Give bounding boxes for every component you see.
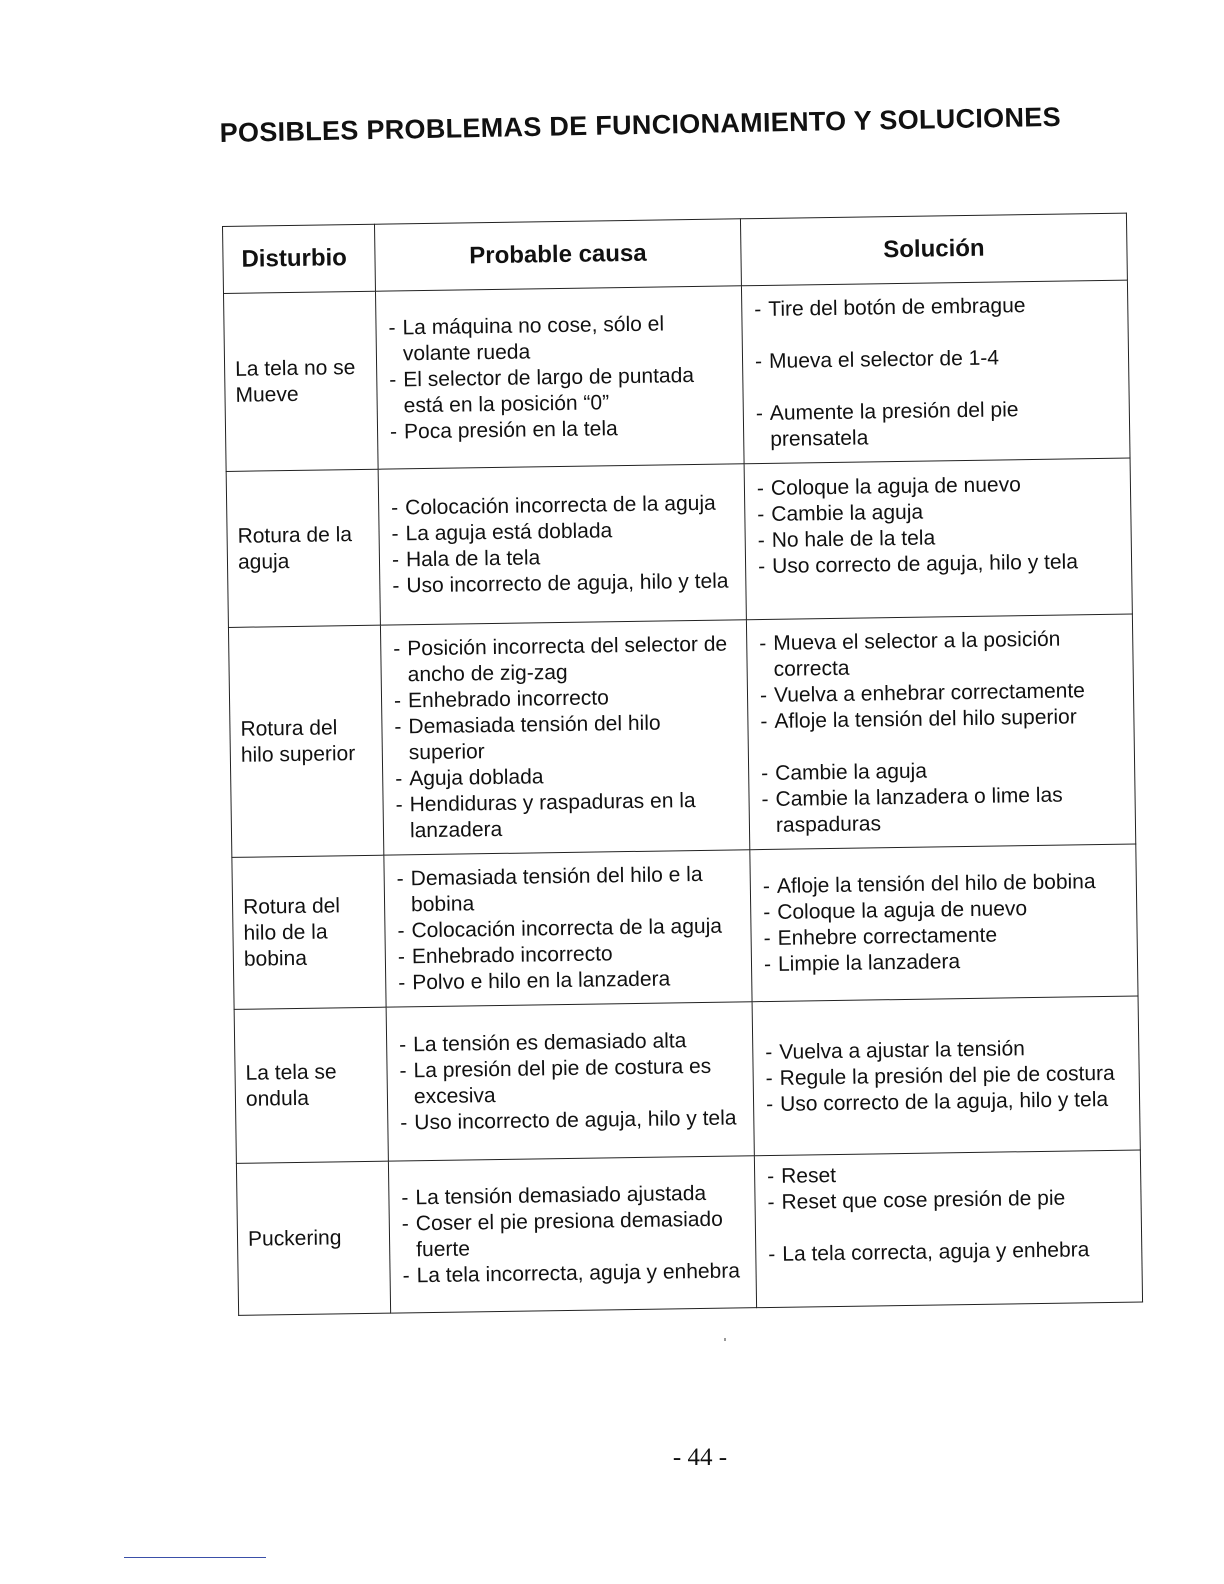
disturbio-cell: Rotura del hilo superior xyxy=(228,625,383,857)
table-row xyxy=(226,458,1132,627)
causa-cell xyxy=(375,286,744,469)
causa-cell xyxy=(380,620,749,855)
causa-item: - Poca presión en la tela xyxy=(388,414,733,445)
solucion-item: - Regule la presión del pie de costura xyxy=(764,1060,1129,1091)
solucion-item: - Mueva el selector a la posición correcta xyxy=(757,625,1123,682)
causa-item: - Demasiada tensión del hilo superior xyxy=(392,709,738,766)
causa-item: - Colocación incorrecta de la aguja xyxy=(389,490,734,521)
table-row xyxy=(234,996,1140,1163)
solucion-item: - La tela correcta, aguja y enhebra xyxy=(766,1237,1131,1268)
solucion-cell xyxy=(752,996,1140,1156)
solucion-item: - Mueva el selector de 1-4 xyxy=(753,343,1118,374)
causa-cell xyxy=(378,464,746,625)
solucion-item: - Uso correcto de aguja, hilo y tela xyxy=(756,549,1121,580)
solucion-item: - Vuelva a ajustar la tensión xyxy=(763,1034,1128,1065)
solucion-item: - Uso correcto de la aguja, hilo y tela xyxy=(764,1086,1129,1117)
causa-item: - Uso incorrecto de aguja, hilo y tela xyxy=(390,568,735,599)
causa-item: - Hala de la tela xyxy=(390,542,735,573)
solucion-item: - Reset que cose presión de pie xyxy=(765,1185,1130,1216)
header-disturbio: Disturbio xyxy=(223,224,376,293)
causa-item: - Posición incorrecta del selector de ancho de zig-zag xyxy=(391,631,737,688)
solucion-item: - Coloque la aguja de nuevo xyxy=(755,471,1120,502)
causa-cell xyxy=(384,850,752,1007)
solucion-item: - Cambie la aguja xyxy=(755,497,1120,528)
disturbio-cell: Rotura de la aguja xyxy=(226,469,380,627)
disturbio-cell: Rotura del hilo de la bobina xyxy=(232,855,386,1009)
page-title: POSIBLES PROBLEMAS DE FUNCIONAMIENTO Y SOLUCIONES xyxy=(219,101,1062,149)
table-row xyxy=(236,1150,1142,1315)
troubleshooting-table-wrapper xyxy=(222,213,1142,1316)
solucion-cell xyxy=(741,280,1130,464)
solucion-item: - Limpie la lanzadera xyxy=(762,946,1127,977)
table-row xyxy=(228,614,1135,857)
solucion-item: - Vuelva a enhebrar correctamente xyxy=(758,677,1123,708)
solucion-item: - Reset xyxy=(765,1159,1130,1190)
causa-cell xyxy=(386,1002,754,1161)
solucion-item: - No hale de la tela xyxy=(756,523,1121,554)
causa-item: - Colocación incorrecta de la aguja xyxy=(395,913,740,944)
causa-item: - Aguja doblada xyxy=(393,761,738,792)
page-number: - 44 - xyxy=(672,1444,728,1471)
causa-item: - La presión del pie de costura es excesiva xyxy=(397,1053,743,1110)
table-row xyxy=(224,280,1131,471)
solucion-cell xyxy=(744,458,1132,620)
solucion-cell xyxy=(746,614,1135,850)
causa-item: - La aguja está doblada xyxy=(389,516,734,547)
disturbio-cell: La tela no se Mueve xyxy=(224,291,379,471)
disturbio-cell: Puckering xyxy=(236,1161,390,1315)
causa-item: - Polvo e hilo en la lanzadera xyxy=(396,965,741,996)
header-probable-causa: Probable causa xyxy=(374,219,741,291)
solucion-cell xyxy=(754,1150,1142,1308)
causa-item: - La tensión demasiado ajustada xyxy=(399,1180,744,1211)
table-row xyxy=(232,844,1138,1009)
causa-cell xyxy=(388,1156,756,1313)
solucion-item: - Cambie la aguja xyxy=(759,755,1124,786)
causa-item: - La tensión es demasiado alta xyxy=(397,1027,742,1058)
causa-item: - Hendiduras y raspaduras en la lanzadera xyxy=(393,787,739,844)
solucion-item: - Aumente la presión del pie prensatela xyxy=(754,395,1120,452)
solucion-item: - Enhebre correctamente xyxy=(761,920,1126,951)
solucion-item: - Coloque la aguja de nuevo xyxy=(761,894,1126,925)
causa-item: - La máquina no cose, sólo el volante rueda xyxy=(386,310,732,367)
causa-item: - Enhebrado incorrecto xyxy=(392,683,737,714)
causa-item: - Enhebrado incorrecto xyxy=(396,939,741,970)
solucion-item: - Afloje la tensión del hilo de bobina xyxy=(761,868,1126,899)
scan-speck xyxy=(724,1338,726,1341)
causa-item: - Uso incorrecto de aguja, hilo y tela xyxy=(398,1105,743,1136)
solucion-item: - Cambie la lanzadera o lime las raspaduras xyxy=(759,781,1125,838)
troubleshooting-table xyxy=(222,213,1143,1316)
causa-item: - La tela incorrecta, aguja y enhebra xyxy=(400,1258,745,1289)
footer-rule xyxy=(124,1557,266,1558)
disturbio-cell: La tela se ondula xyxy=(234,1007,388,1163)
solucion-item: - Afloje la tensión del hilo superior xyxy=(758,703,1123,734)
causa-item: - Coser el pie presiona demasiado fuerte xyxy=(400,1206,746,1263)
solucion-cell xyxy=(750,844,1138,1002)
causa-item: - El selector de largo de puntada está en la posición “0” xyxy=(387,362,733,419)
causa-item: - Demasiada tensión del hilo e la bobina xyxy=(395,861,741,918)
header-solucion: Solución xyxy=(740,213,1127,286)
solucion-item: - Tire del botón de embrague xyxy=(752,291,1117,322)
